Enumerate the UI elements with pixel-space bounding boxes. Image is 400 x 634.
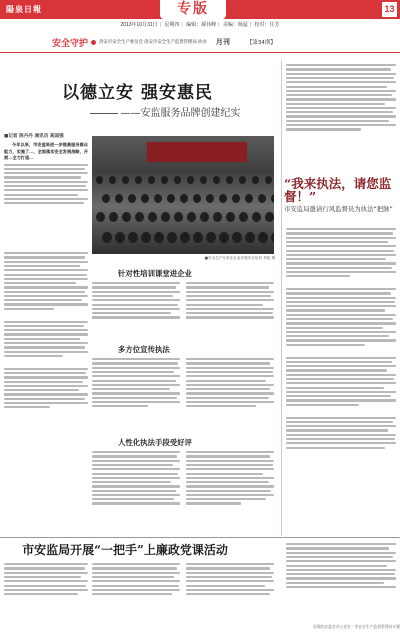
column-banner — [52, 33, 352, 51]
photo-attendee — [232, 232, 242, 243]
photo-attendee — [174, 176, 181, 184]
photo-attendee — [161, 176, 168, 184]
bottom-column-4 — [286, 541, 396, 621]
subtitle-humane-enforcement: 人性化执法手段受好评 — [118, 438, 192, 447]
subtitle-publicity: 多方位宣传执法 — [118, 345, 170, 354]
photo-attendee — [135, 212, 144, 222]
column-hosts: 清安市安全生产委员会 清安市安全生产监督管理局 协办 — [99, 39, 207, 44]
photo-attendee — [115, 194, 123, 203]
article-column-3a — [92, 280, 180, 340]
sidebar-top-text — [286, 62, 396, 170]
dateline: 2013年10月31日 | 星期四 | 编辑：郝伟峰 | 美编：杨蕊 | 校对：任芳 — [120, 22, 280, 28]
photo-attendee — [258, 194, 266, 203]
byline: ■记者 陈丹丹 通讯员 高国强 — [4, 134, 64, 139]
dateline-editor: 编辑：郝伟峰 — [186, 22, 217, 28]
article-photo — [92, 136, 274, 254]
sidebar-divider — [281, 60, 282, 536]
banner-divider — [0, 52, 400, 53]
photo-attendee — [206, 194, 214, 203]
photo-banner-board — [147, 142, 247, 162]
photo-attendee — [122, 212, 131, 222]
photo-attendee — [219, 194, 227, 203]
photo-attendee — [271, 232, 274, 243]
dateline-proofreader: 校对：任芳 — [254, 22, 280, 28]
photo-attendee — [161, 212, 170, 222]
dateline-weekday: 星期四 — [164, 22, 180, 28]
photo-attendee — [245, 194, 253, 203]
photo-attendee — [213, 212, 222, 222]
photo-attendee — [232, 194, 240, 203]
article-column-3b — [92, 356, 180, 434]
column-frequency: 月刊 — [215, 38, 230, 46]
page-footer: 国务院安委会办公室宣 · 市安全生产监督管理局专题 — [312, 624, 400, 629]
photo-attendee — [128, 232, 138, 243]
photo-attendee — [271, 194, 274, 203]
photo-attendee — [226, 176, 233, 184]
photo-attendee — [200, 176, 207, 184]
photo-attendee — [245, 232, 255, 243]
photo-attendee — [154, 232, 164, 243]
photo-attendee — [180, 232, 190, 243]
photo-attendee — [239, 176, 246, 184]
photo-attendee — [219, 232, 229, 243]
photo-attendee — [200, 212, 209, 222]
photo-attendee — [258, 232, 268, 243]
sidebar-body — [286, 226, 396, 531]
photo-attendee — [206, 232, 216, 243]
photo-attendee — [109, 212, 118, 222]
banner-dot-icon — [91, 40, 96, 45]
section-tab: 专版 — [160, 0, 226, 19]
photo-attendee — [226, 212, 235, 222]
photo-attendee — [167, 194, 175, 203]
article-column-3c — [92, 449, 180, 534]
photo-attendee — [102, 194, 110, 203]
photo-attendee — [213, 176, 220, 184]
lead-paragraph: 今年以来，市安监局进一步提高服务群众能力，实施了…，全面落实安全发展战略，开展…全力打造… — [4, 142, 88, 160]
dateline-date: 2013年10月31日 — [120, 22, 158, 28]
article-column-4a — [186, 280, 274, 340]
photo-attendee — [122, 176, 129, 184]
masthead-bar — [0, 0, 400, 19]
main-headline: 以德立安 强安惠民 — [62, 83, 213, 103]
photo-attendee — [135, 176, 142, 184]
article-column-4c — [186, 449, 274, 534]
photo-attendee — [141, 194, 149, 203]
sidebar-subheadline: 市安监局邀请行风监督员为执法“把脉” — [284, 205, 393, 213]
article-column-4b — [186, 356, 274, 434]
article-column-2 — [4, 250, 88, 530]
page-number: 13 — [382, 2, 397, 17]
photo-attendee — [115, 232, 125, 243]
dateline-designer: 美编：杨蕊 — [222, 22, 248, 28]
photo-attendee — [167, 232, 177, 243]
bottom-headline: 市安监局开展“一把手”上廉政党课活动 — [22, 543, 228, 557]
photo-attendee — [154, 194, 162, 203]
subtitle-training: 针对性培训课堂进企业 — [118, 269, 192, 278]
photo-attendee — [187, 176, 194, 184]
photo-attendee — [239, 212, 248, 222]
photo-attendee — [193, 194, 201, 203]
photo-caption: ■安全生产专家在企业开展安全培训 李政 摄 — [204, 256, 275, 260]
sidebar-headline: “我来执法，请您监督！” — [284, 176, 392, 204]
main-subhead: ——安监服务品牌创建纪实 — [55, 104, 275, 119]
bottom-column-3 — [186, 561, 274, 621]
photo-attendee — [187, 212, 196, 222]
photo-attendee — [148, 176, 155, 184]
issue-number: 【第34期】 — [246, 40, 276, 46]
newspaper-logo: 陽泉日報 — [6, 4, 42, 14]
photo-audience-row — [92, 176, 274, 186]
bottom-column-2 — [92, 561, 180, 621]
column-name: 安全守护 — [52, 38, 89, 49]
photo-attendee — [109, 176, 116, 184]
photo-attendee — [180, 194, 188, 203]
photo-attendee — [96, 176, 103, 184]
article-column-1 — [4, 142, 88, 242]
photo-attendee — [252, 176, 259, 184]
photo-attendee — [174, 212, 183, 222]
bottom-column-1 — [4, 561, 88, 621]
photo-attendee — [96, 212, 105, 222]
photo-attendee — [102, 232, 112, 243]
photo-attendee — [141, 232, 151, 243]
photo-attendee — [265, 212, 274, 222]
photo-attendee — [193, 232, 203, 243]
photo-attendee — [148, 212, 157, 222]
photo-attendee — [265, 176, 272, 184]
bottom-story-divider — [0, 537, 400, 538]
photo-attendee — [252, 212, 261, 222]
photo-attendee — [128, 194, 136, 203]
